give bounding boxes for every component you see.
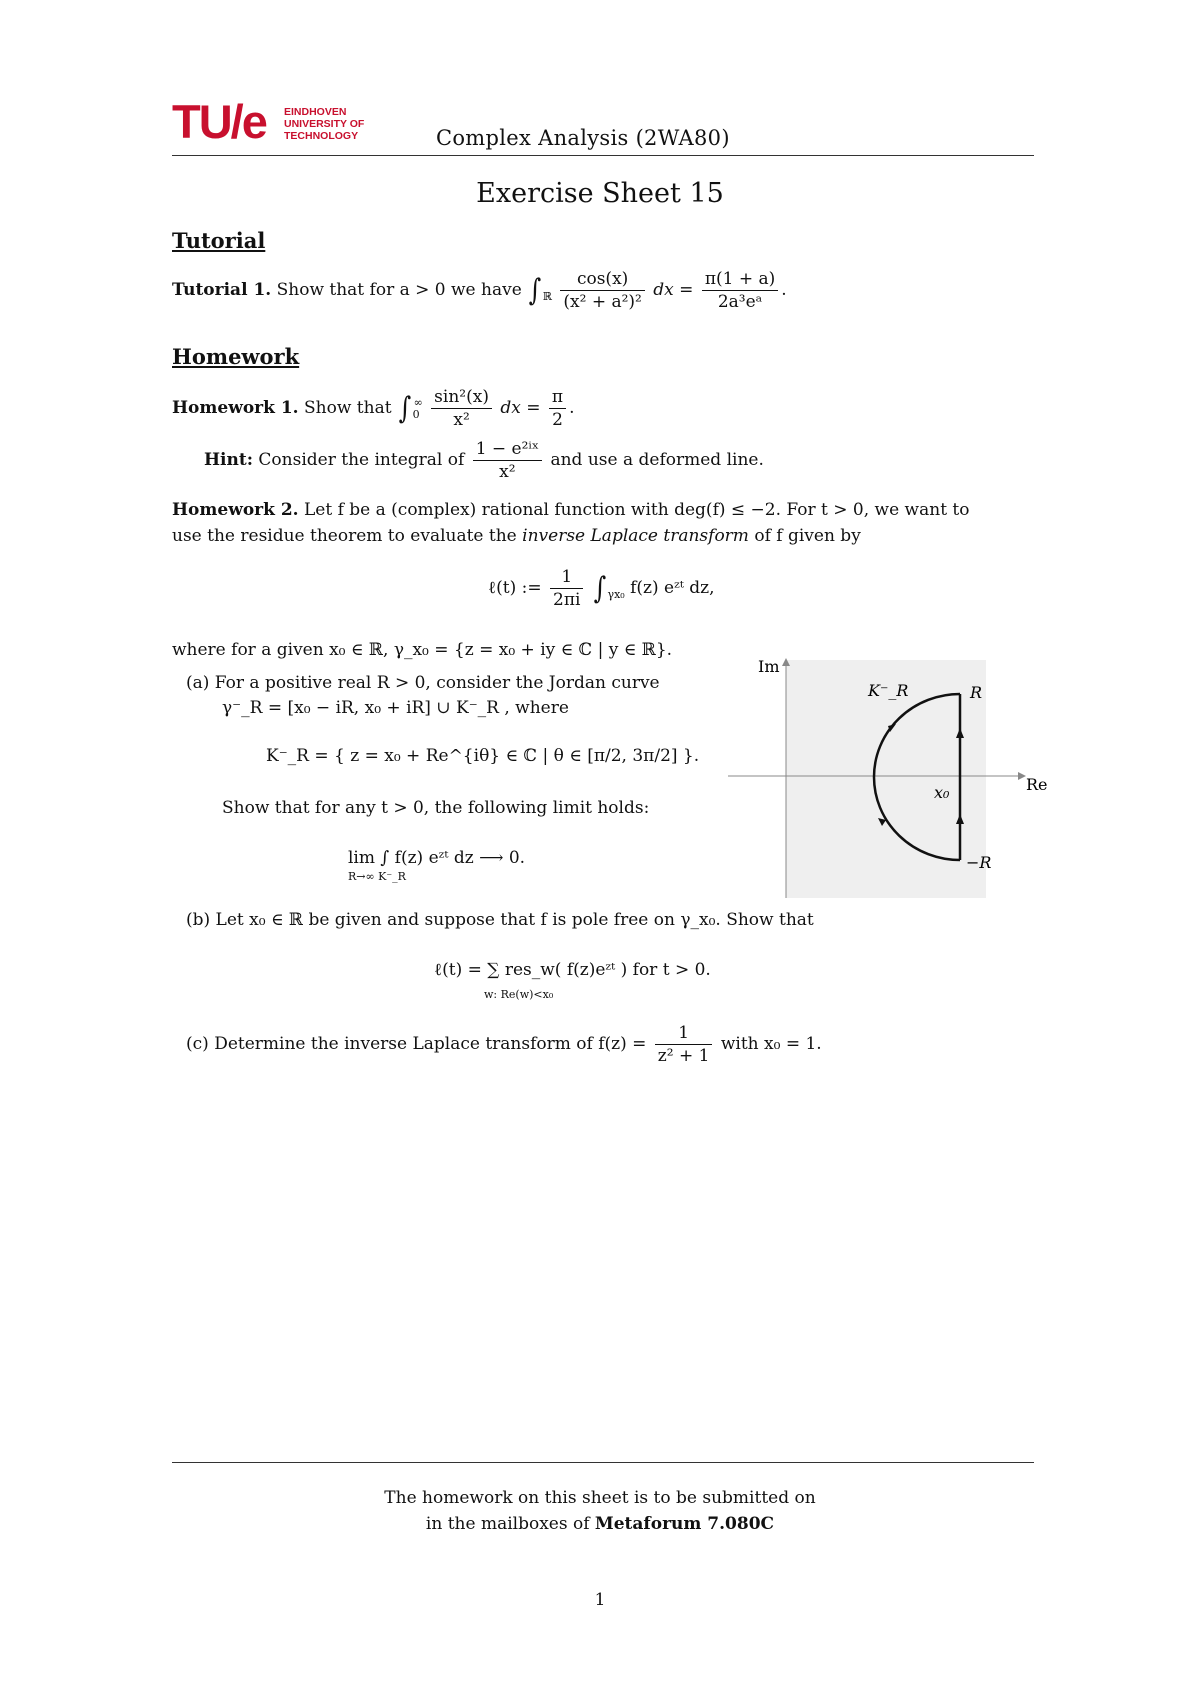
label-im: Im: [758, 657, 780, 676]
logo-line-2: UNIVERSITY OF: [284, 118, 365, 130]
homework-2-label: Homework 2.: [172, 500, 299, 520]
course-title: Complex Analysis (2WA80): [436, 126, 730, 150]
one-over-2pi-i: $\frac{1}{2\pi i}$: [550, 566, 583, 611]
part-b-sum-sub: w: Re(w)<x₀: [484, 988, 554, 1001]
hint-fraction: $\frac{\text{1 − e²ⁱˣ}}{\text{x²}}$: [473, 438, 542, 483]
hint-label: Hint:: [204, 450, 254, 470]
homework-2-line-2: [172, 526, 861, 546]
header-rule: [172, 155, 1034, 156]
homework-2-text-1: Let f be a (complex) rational function with deg(f) ≤ −2. For t > 0, we want to: [304, 500, 970, 520]
hint-tail: and use a deformed line.: [550, 450, 764, 470]
logo-line-3: TECHNOLOGY: [284, 130, 359, 142]
integral-sign: ∫: [528, 273, 542, 308]
footer-rule: [172, 1462, 1034, 1463]
part-a-line-2: γ⁻_R = [x₀ − iR, x₀ + iR] ∪ K⁻_R , where: [222, 698, 569, 718]
tue-logo-text: [284, 106, 364, 142]
hint-text: Consider the integral of: [258, 450, 465, 470]
label-x0: x₀: [934, 783, 950, 802]
part-c-text: (c) Determine the inverse Laplace transform of f(z) =: [186, 1034, 647, 1054]
page-title: Exercise Sheet 15: [476, 178, 724, 209]
h2-line2a: use the residue theorem to evaluate the: [172, 526, 517, 546]
label-K: K⁻_R: [868, 681, 909, 700]
part-c-line: [186, 1022, 822, 1067]
homework-1: Homework 1. Show that ∫ $_0$∞ $\frac{\text{sin²(x)}}{\text{x²}}$ dx = $\frac{\pi}{2}$ .: [172, 387, 575, 430]
logo-line-1: EINDHOVEN: [284, 106, 347, 118]
part-a-limit: lim ∫ f(z) eᶻᵗ dz ⟶ 0.: [348, 848, 526, 868]
tutorial-1-label: Tutorial 1.: [172, 280, 272, 300]
ell-tail: f(z) eᶻᵗ dz,: [630, 578, 715, 598]
tutorial-1: Tutorial 1. Show that for a > 0 we have ∫ $_ℝ$ $\frac{\cos(x)}{\text{(x² + a²)²}}$ dx = $\frac{\pi(1 + a)}{\text{2a³eᵃ}}$ .: [172, 269, 787, 312]
part-c-fraction: $\frac{1}{\text{z² + 1}}$: [655, 1022, 713, 1067]
homework-heading: Homework: [172, 344, 300, 369]
h1-result: $\frac{\pi}{2}$: [549, 386, 566, 431]
footer-line-2a: in the mailboxes of: [425, 1514, 590, 1534]
tutorial-1-text: Show that for a > 0 we have: [276, 280, 522, 300]
integral-sign: ∫: [398, 391, 412, 426]
integral-sign: ∫: [593, 571, 606, 606]
part-a-limit-sub: R→∞ K⁻_R: [348, 870, 406, 883]
label-negR: −R: [966, 853, 992, 872]
footer-location: Metaforum 7.080C: [594, 1514, 775, 1534]
contour-figure: [728, 650, 1048, 900]
real-axis-arrow: [1018, 772, 1026, 780]
label-re: Re: [1026, 775, 1048, 794]
page-number: 1: [594, 1590, 606, 1610]
tue-logo-mark: TU/e: [172, 95, 266, 148]
where-line: where for a given x₀ ∈ ℝ, γ_x₀ = {z = x₀ + iy ∈ ℂ | y ∈ ℝ}.: [172, 640, 673, 660]
part-b-line: (b) Let x₀ ∈ ℝ be given and suppose that f is pole free on γ_x₀. Show that: [186, 910, 814, 930]
h1-integrand: $\frac{\text{sin²(x)}}{\text{x²}}$: [431, 386, 492, 431]
laplace-formula: ℓ(t) := $\frac{1}{2\pi i}$ ∫ $_{\gamma x_0}$ f(z) eᶻᵗ dz,: [488, 567, 715, 610]
ell-def: ℓ(t) :=: [488, 578, 542, 598]
h2-line2b: of f given by: [754, 526, 861, 546]
label-R: R: [970, 683, 983, 702]
footer-line-2: [0, 1514, 1200, 1534]
tutorial-heading: Tutorial: [172, 228, 266, 253]
homework-1-text: Show that: [304, 398, 392, 418]
part-a-line-3: Show that for any t > 0, the following limit holds:: [222, 798, 650, 818]
t1-result: $\frac{\pi(1 + a)}{\text{2a³eᵃ}}$: [702, 268, 778, 313]
part-c-tail: with x₀ = 1.: [720, 1034, 822, 1054]
part-a-K-def: K⁻_R = { z = x₀ + Re^{iθ} ∈ ℂ | θ ∈ [π/2, 3π/2] }.: [266, 746, 700, 766]
footer-line-1: The homework on this sheet is to be submitted on: [384, 1488, 816, 1508]
part-b-formula: ℓ(t) = ∑ res_w( f(z)eᶻᵗ ) for t > 0.: [434, 960, 711, 980]
t1-integrand: $\frac{\cos(x)}{\text{(x² + a²)²}}$: [560, 268, 644, 313]
homework-2-line-1: [172, 500, 970, 520]
part-a-line-1: (a) For a positive real R > 0, consider the Jordan curve: [186, 673, 660, 693]
h2-emphasis: inverse Laplace transform: [522, 526, 749, 546]
homework-1-label: Homework 1.: [172, 398, 299, 418]
homework-1-hint: [204, 438, 764, 483]
